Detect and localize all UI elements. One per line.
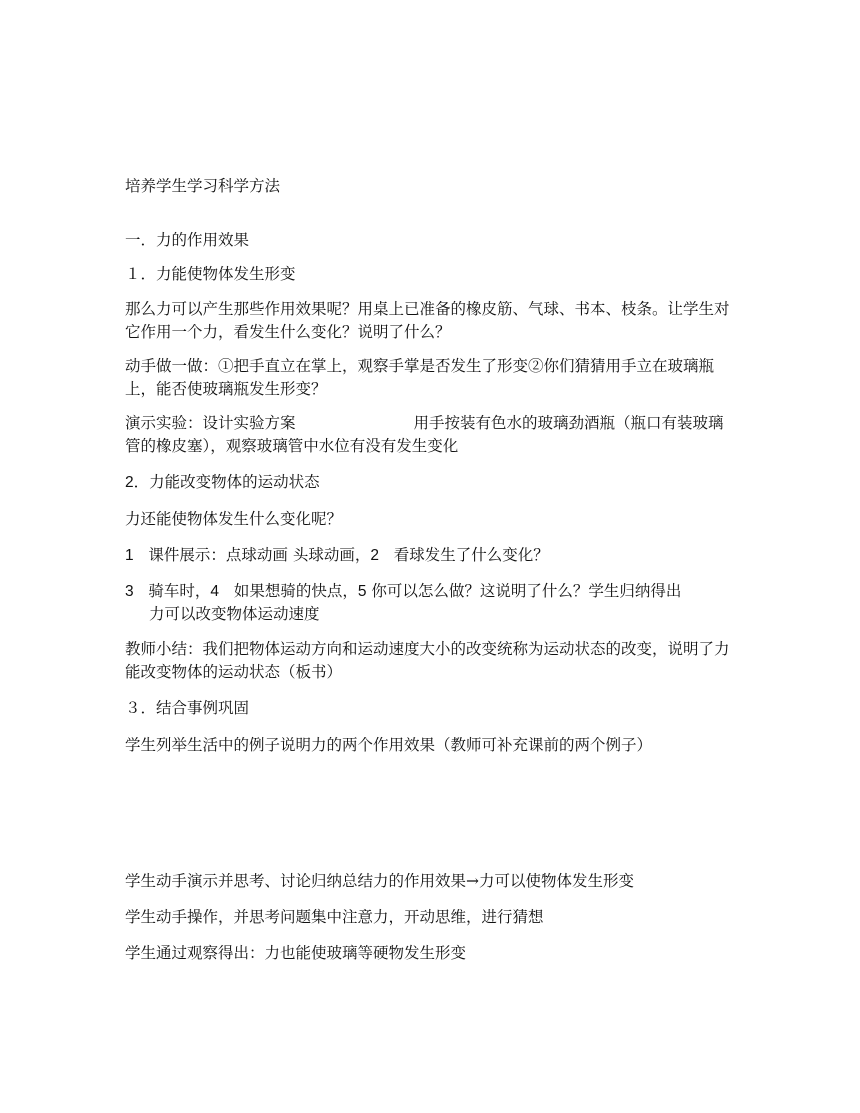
paragraph-effects-question: 那么力可以产生那些作用效果呢？用桌上已准备的橡皮筋、气球、书本、枝条。让学生对它作用一个力，看发生什么变化？说明了什么？ <box>125 300 730 341</box>
demo-description: 用手按装有色水的玻璃劲酒瓶（瓶口有装玻璃管的橡皮塞），观察玻璃管中水位有没有发生变化 <box>125 414 724 455</box>
item-text: 看球发生了什么变化？ <box>393 546 549 564</box>
item-number: 3 <box>125 583 134 600</box>
item-number: 2 <box>370 547 379 564</box>
demo-label: 演示实验：设计实验方案 <box>125 414 296 432</box>
list-item-courseware <box>125 544 735 567</box>
item-number: 4 <box>210 583 220 600</box>
student-activity-2: 学生动手操作，并思考问题集中注意力，开动思维，进行猜想 <box>125 908 544 926</box>
paragraph-student-examples: 学生列举生活中的例子说明力的两个作用效果（教师可补充课前的两个例子） <box>125 736 653 754</box>
list-item-cycling <box>125 580 735 626</box>
subheading-number: 2 <box>125 474 134 491</box>
paragraph-change-question: 力还能使物体发生什么变化呢？ <box>125 510 343 528</box>
student-activity-3: 学生通过观察得出：力也能使玻璃等硬物发生形变 <box>125 944 467 962</box>
paragraph-hands-on: 动手做一做：①把手直立在掌上，观察手掌是否发生了形变②你们猜猜用手立在玻璃瓶上，能否使玻璃瓶发生形变？ <box>125 357 715 398</box>
student-activity-1: 学生动手演示并思考、讨论归纳总结力的作用效果→力可以使物体发生形变 <box>125 872 634 890</box>
subheading-deformation: １．力能使物体发生形变 <box>125 265 296 283</box>
subheading-text: ．力能改变物体的运动状态 <box>133 473 320 491</box>
subheading-examples: ３．结合事例巩固 <box>125 699 250 717</box>
item-number: 1 <box>125 547 134 564</box>
section-heading: 一．力的作用效果 <box>125 231 250 249</box>
item-continuation: 力可以改变物体运动速度 <box>149 605 320 623</box>
item-number: 5 <box>357 583 367 600</box>
goal-line: 培养学生学习科学方法 <box>125 177 281 195</box>
item-text: 骑车时， <box>148 582 211 600</box>
paragraph-teacher-summary: 教师小结：我们把物体运动方向和运动速度大小的改变统称为运动状态的改变，说明了力能改变物体的运动状态（板书） <box>125 640 730 681</box>
item-text: 课件展示：点球动画 头球动画， <box>148 546 371 564</box>
item-text: 你可以怎么做？这说明了什么？学生归纳得出 <box>371 582 682 600</box>
subheading-motion-state <box>125 471 735 494</box>
item-text: 如果想骑的快点， <box>233 582 358 600</box>
paragraph-demo-experiment <box>125 412 735 458</box>
